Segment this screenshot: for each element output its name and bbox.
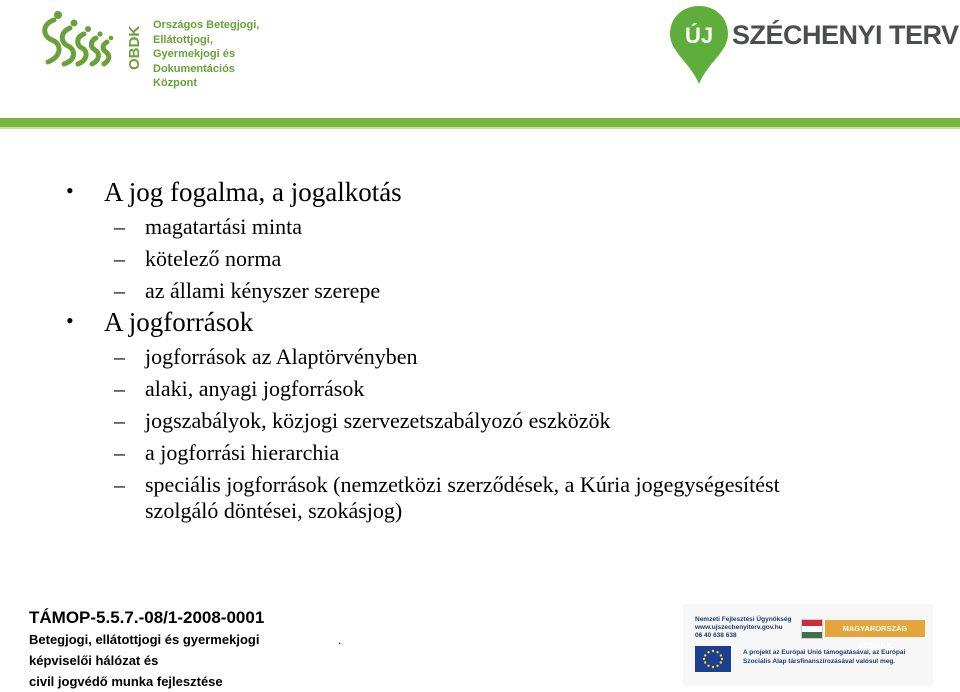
sub-item [60,472,785,524]
obdk-name-line: Dokumentációs Központ [153,62,235,89]
nfu-info [695,616,791,640]
eu-funding-line: Szociális Alap társfinanszírozásával valósul meg. [743,657,896,665]
slide-content [60,175,920,524]
sub-item-text: jogforrások az Alaptörvényben [145,344,418,369]
project-desc-line: Betegjogi, ellátottjogi és gyermekjogi [29,632,260,647]
dash-icon: – [114,376,125,401]
dash-icon: – [114,408,125,433]
heading-text: A jogforrások [104,307,254,337]
magyarorszag-megujul-badge: MAGYARORSZÁG MEGÚJUL [825,620,925,637]
bullet-heading [60,175,920,209]
sub-item [60,214,920,240]
svg-text:ÚJ: ÚJ [684,23,714,48]
dash-icon: – [114,278,125,303]
obdk-name-line: Ellátottjogi, Gyermekjogi és [153,33,235,60]
sub-item-text: a jogforrási hierarchia [145,440,340,465]
nfu-line: Nemzeti Fejlesztési Ügynökség [695,616,792,623]
sub-item-text: speciális jogforrások (nemzetközi szerződések, a Kúria jogegységesítést szolgáló döntései, szokásjog) [145,472,780,523]
svg-text:OBDK: OBDK [126,25,143,70]
dash-icon: – [114,472,125,497]
hungarian-flag-icon [801,619,823,639]
sub-item-text: magatartási minta [145,214,302,239]
dash-icon: – [114,440,125,465]
eu-flag-icon [695,646,731,672]
footer-dot: . [338,633,342,647]
sub-item-text: jogszabályok, közjogi szervezetszabályozó eszközök [145,408,611,433]
szechenyi-terv-title: SZÉCHENYI TERV [732,20,959,50]
nfu-line: 06 40 638 638 [695,632,737,639]
obdk-acronym [124,16,144,72]
header-divider [0,118,960,127]
sub-item-text: alaki, anyagi jogforrások [145,376,365,401]
project-desc-line: civil jogvédő munka fejlesztése [29,674,223,689]
sub-item [60,376,920,402]
sub-item [60,440,920,466]
bullet-icon: • [66,308,74,333]
sub-item [60,278,920,304]
footer-project-info [29,607,264,692]
sub-item [60,408,920,434]
dash-icon: – [114,246,125,271]
eu-funding-text [743,649,905,666]
nfu-line: www.ujszechenyiterv.gov.hu [695,624,783,631]
sub-item [60,344,920,370]
uj-pin-icon [668,4,730,86]
funding-logos [683,604,933,686]
heading-text: A jog fogalma, a jogalkotás [104,177,402,207]
obdk-people-logo-icon [40,10,122,72]
obdk-logo [40,10,270,89]
eu-funding-line: A projekt az Európai Unió támogatásával, az Európai [743,649,906,656]
sub-item-text: kötelező norma [145,246,282,271]
szechenyi-terv-logo [668,4,959,86]
obdk-name-line: Országos Betegjogi, [153,19,260,31]
sub-item-text: az állami kényszer szerepe [145,278,381,303]
bullet-heading [60,305,920,339]
project-code: TÁMOP-5.5.7.-08/1-2008-0001 [29,608,265,627]
obdk-name [153,18,270,91]
project-desc-line: képviselői hálózat és [29,653,159,668]
dash-icon: – [114,214,125,239]
bullet-icon: • [66,178,74,203]
sub-item [60,246,920,272]
dash-icon: – [114,344,125,369]
